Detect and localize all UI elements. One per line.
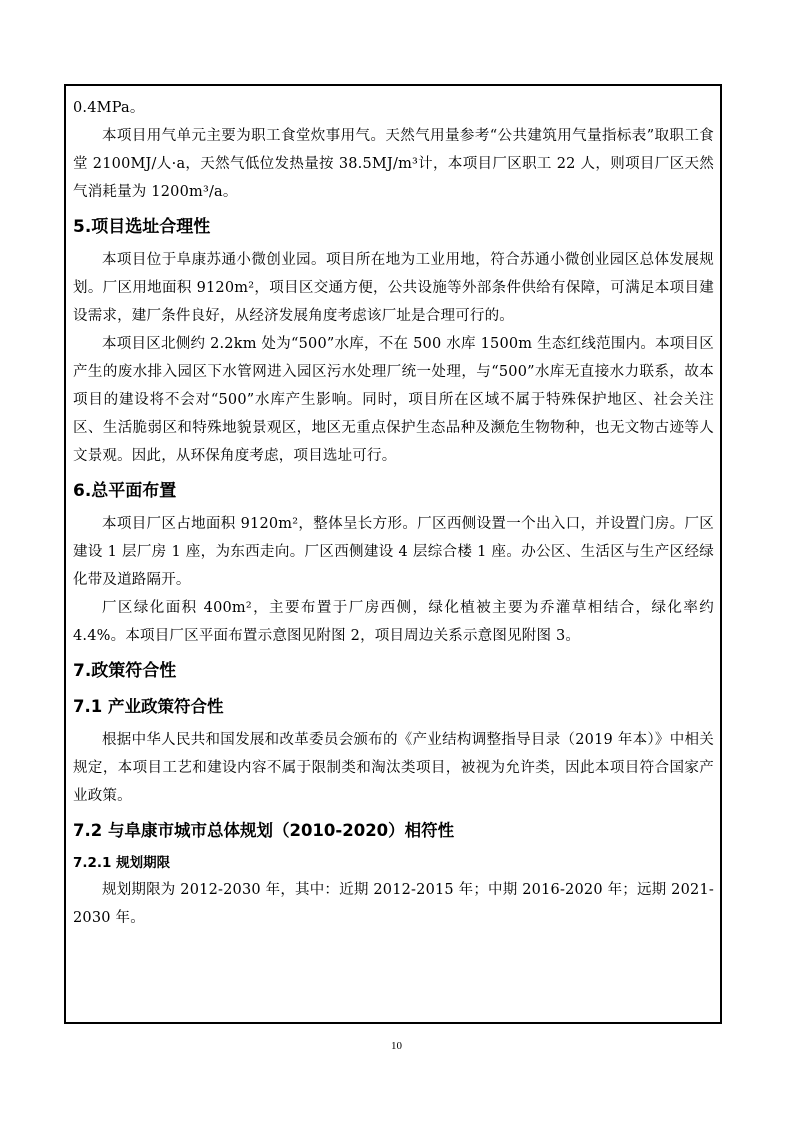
paragraph-greening: 厂区绿化面积 400m²，主要布置于厂房西侧，绿化植被主要为乔灌草相结合，绿化率约 4.4%。本项目厂区平面布置示意图见附图 2，项目周边关系示意图见附图 3。 [73, 600, 714, 644]
paragraph-site-environment: 本项目区北侧约 2.2km 处为“500”水库，不在 500 水库 1500m 生态红线范围内。本项目区产生的废水排入园区下水管网进入园区污水处理厂统一处理，与“500”水库无直接水力联系，故本项目的建设将不会对“500”水库产生影响。同时，项目所在区域不属于特殊保护地区、社会关注区、生活脆弱区和特殊地貌景观区，地区无重点保护生态品种及濒危生物物种，也无文物古迹等人文景观。因此，从环保角度考虑，项目选址可行。 [73, 336, 714, 464]
heading-industrial-policy: 7.1 产业政策符合性 [73, 697, 224, 716]
heading-city-plan: 7.2 与阜康市城市总体规划（2010-2020）相符性 [73, 821, 455, 840]
paragraph-plan-period: 规划期限为 2012-2030 年，其中：近期 2012-2015 年；中期 2016-2020 年；远期 2021-2030 年。 [73, 882, 714, 926]
document-body [73, 94, 714, 932]
heading-general-layout: 6.总平面布置 [73, 481, 177, 501]
content-frame [64, 84, 722, 1024]
paragraph-pressure: 0.4MPa。 [73, 100, 145, 116]
paragraph-layout-area: 本项目厂区占地面积 9120m²，整体呈长方形。厂区西侧设置一个出入口，并设置门房。厂区建设 1 层厂房 1 座，为东西走向。厂区西侧建设 4 层综合楼 1 座。办公区、生活区与生产区经绿化带及道路隔开。 [73, 516, 714, 588]
paragraph-industrial-policy: 根据中华人民共和国发展和改革委员会颁布的《产业结构调整指导目录（2019 年本）》中相关规定，本项目工艺和建设内容不属于限制类和淘汰类项目，被视为允许类，因此本项目符合国家产业政策。 [73, 732, 714, 804]
heading-plan-period: 7.2.1 规划期限 [73, 855, 171, 871]
heading-site-selection: 5.项目选址合理性 [73, 217, 211, 237]
paragraph-gas-usage: 本项目用气单元主要为职工食堂炊事用气。天然气用量参考“公共建筑用气量指标表”取职工食堂 2100MJ/人·a，天然气低位发热量按 38.5MJ/m³计，本项目厂区职工 22 人，则项目厂区天然气消耗量为 1200m³/a。 [73, 128, 714, 200]
heading-policy-compliance: 7.政策符合性 [73, 661, 177, 681]
page-number: 10 [391, 1040, 402, 1052]
paragraph-site-location: 本项目位于阜康苏通小微创业园。项目所在地为工业用地，符合苏通小微创业园区总体发展规划。厂区用地面积 9120m²，项目区交通方便，公共设施等外部条件供给有保障，可满足本项目建设需求，建厂条件良好，从经济发展角度考虑该厂址是合理可行的。 [73, 252, 714, 324]
